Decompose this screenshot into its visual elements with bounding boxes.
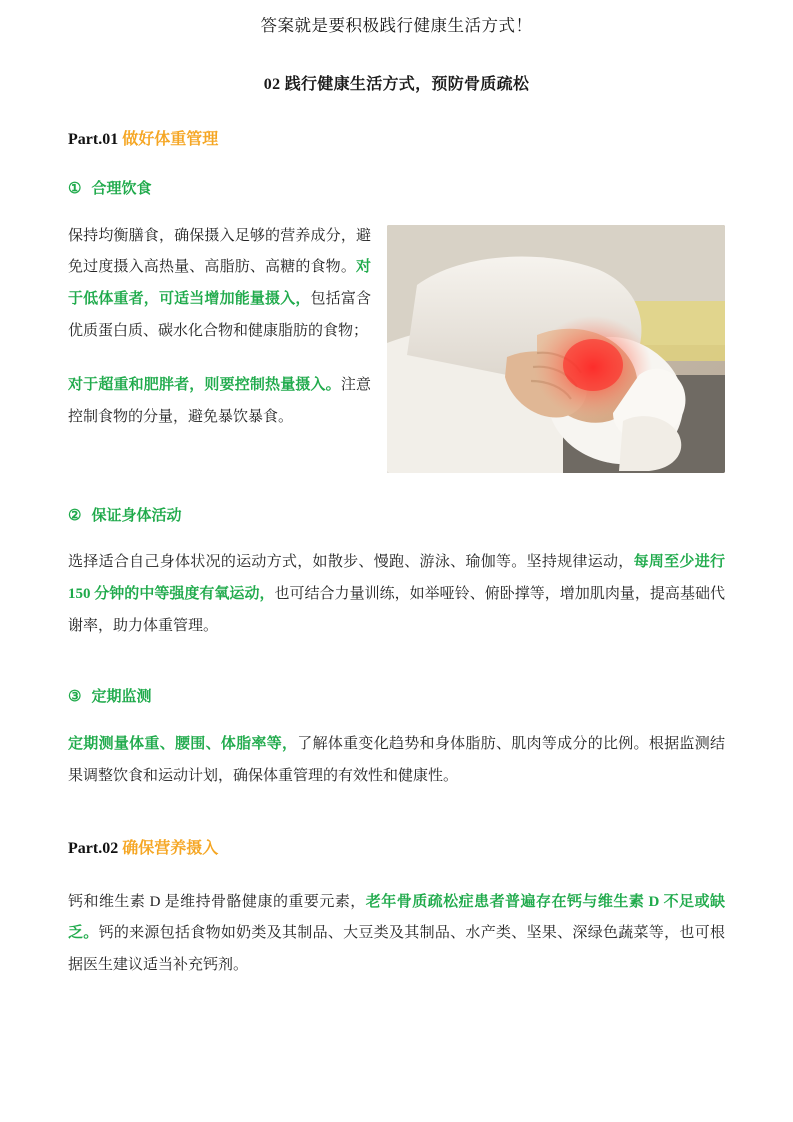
- sub-heading-1: [68, 178, 725, 201]
- sub-heading-2-number: ②: [68, 507, 82, 524]
- part2-text-a: 钙和维生素 D 是维持骨骼健康的重要元素，: [68, 893, 366, 910]
- knee-pain-photo-graphic: [387, 225, 725, 473]
- part-heading-01: [68, 128, 725, 152]
- sub3-text-b: 了解体重变化趋势和身体脂肪、肌肉等成分的比例。根据监测结果调整饮食和运动计划，确保体重管理的有效性和健康性。: [68, 735, 725, 784]
- sub1-text-a: 保持均衡膳食，确保摄入足够的营养成分，避免过度摄入高热量、高脂肪、高糖的食物。: [68, 227, 371, 276]
- sub-heading-2: [68, 505, 725, 528]
- part2-paragraph: [68, 887, 725, 982]
- sub1-text-b: 对于低体重者，可适当增加能量摄入，: [68, 259, 371, 308]
- sub2-text-b: 每周至少进行 150 分钟的中等强度有氧运动，: [68, 554, 725, 602]
- part2-text-c: 钙的来源包括食物如奶类及其制品、大豆类及其制品、水产类、坚果、深绿色蔬菜等，也可根据医生建议适当补充钙剂。: [68, 925, 725, 974]
- sub1-text-e: 注意控制食物的分量，避免暴饮暴食。: [68, 376, 371, 425]
- sub-heading-3-number: ③: [68, 689, 82, 706]
- part2-text-b: 老年骨质疏松症患者普遍存在钙与维生素 D 不足或缺乏。: [68, 893, 725, 942]
- sub-heading-3: [68, 686, 725, 709]
- sub1-text-c: 包括富含优质蛋白质、碳水化合物和健康脂肪的食物；: [68, 291, 371, 339]
- top-line-text: 答案就是要积极践行健康生活方式！: [260, 16, 533, 35]
- sub-heading-1-title: 合理饮食: [91, 181, 152, 198]
- part-heading-02: [68, 837, 725, 861]
- sub3-text-a: 定期测量体重、腰围、体脂率等，: [68, 735, 298, 752]
- sub-heading-2-title: 保证身体活动: [91, 507, 182, 524]
- sub3-paragraph: [68, 729, 725, 793]
- sub2-text-a: 选择适合自己身体状况的运动方式，如散步、慢跑、游泳、瑜伽等。坚持规律运动，: [68, 554, 634, 571]
- sub1-body-block: [68, 221, 725, 483]
- sub2-text-c: 也可结合力量训练，如举哑铃、俯卧撑等，增加肌肉量，提高基础代谢率，助力体重管理。: [68, 585, 725, 634]
- sub-heading-1-number: ①: [68, 181, 82, 198]
- part-label-01: 做好体重管理: [122, 131, 219, 149]
- section-title: 02 践行健康生活方式，预防骨质疏松: [263, 76, 530, 94]
- part-number-02: Part.02: [68, 839, 123, 857]
- part-number-01: Part.01: [68, 131, 123, 149]
- sub2-paragraph: [68, 547, 725, 642]
- sub-heading-3-title: 定期监测: [91, 689, 152, 706]
- knee-pain-photo: [387, 225, 725, 473]
- sub1-text-d: 对于超重和肥胖者，则要控制热量摄入。: [68, 376, 341, 393]
- part-label-02: 确保营养摄入: [122, 839, 219, 857]
